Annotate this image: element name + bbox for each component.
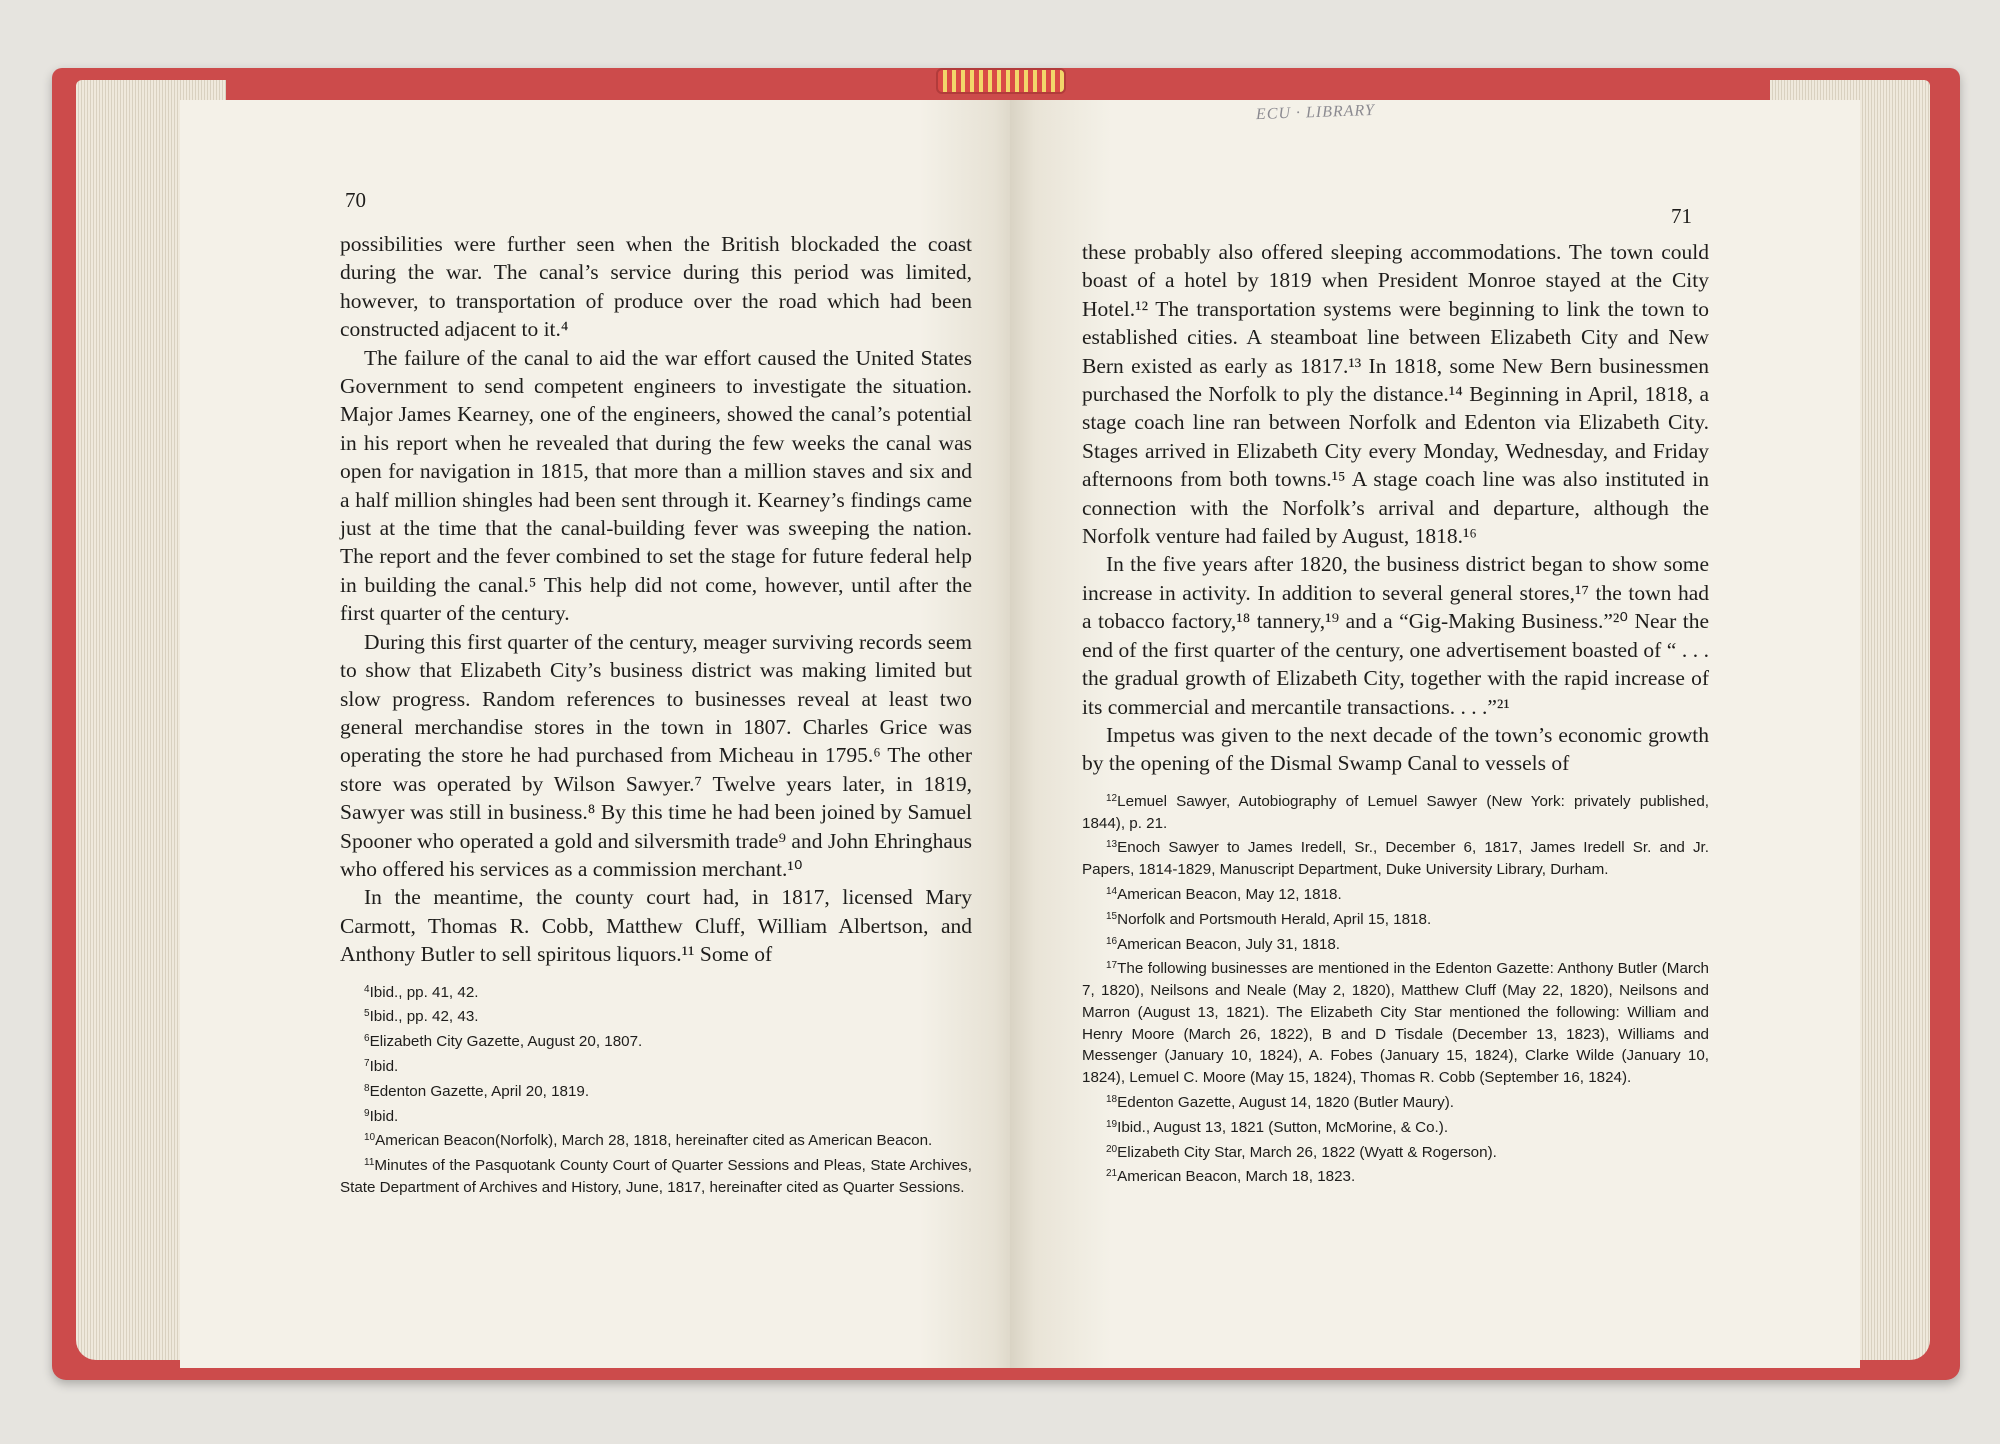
body-paragraph: During this first quarter of the century, meager surviving records seem to show that Elizabeth City’s business district was making limited but slow progress. Random references to businesses reveal at least two general merchandise stores in the town in 1807. Charles Grice was operating the store he had purchased from Micheau in 1795.⁶ The other store was operated by Wilson Sawyer.⁷ Twelve years later, in 1819, Sawyer was still in business.⁸ By this time he had been joined by Samuel Spooner who operated a gold and silversmith trade⁹ and John Ehringhaus who offered his services as a commission merchant.¹⁰ [340, 629, 972, 881]
right-body [1082, 238, 1709, 778]
footnote [340, 1152, 972, 1199]
footnote [340, 1127, 972, 1152]
footnote-number: 9 [364, 1107, 370, 1119]
footnote [1082, 834, 1709, 881]
left-page [180, 100, 1020, 1368]
body-paragraph: these probably also offered sleeping accommodations. The town could boast of a hotel by 1819 when President Monroe stayed at the City Hotel.¹² The transportation systems were beginning to link the town to established cities. A steamboat line between Elizabeth City and New Bern existed as early as 1817.¹³ In 1818, some New Bern businessmen purchased the Norfolk to ply the distance.¹⁴ Beginning in April, 1818, a stage coach line ran between Norfolk and Edenton via Elizabeth City. Stages arrived in Elizabeth City every Monday, Wednesday, and Friday afternoons from both towns.¹⁵ A stage coach line was also instituted in connection with the Norfolk’s arrival and departure, although the Norfolk venture had failed by August, 1818.¹⁶ [1082, 240, 1709, 549]
footnote-text: Ibid., pp. 41, 42. [369, 983, 479, 1001]
page-number-left: 70 [345, 188, 366, 212]
footnote [1082, 955, 1709, 1089]
footnote-number: 15 [1106, 910, 1118, 922]
footnote-number: 12 [1106, 792, 1118, 804]
footnote [1082, 881, 1709, 906]
footnote [340, 1028, 972, 1053]
footnote-number: 18 [1106, 1094, 1118, 1106]
body-paragraph: In the five years after 1820, the business district began to show some increase in activity. In addition to several general stores,¹⁷ the town had a tobacco factory,¹⁸ tannery,¹⁹ and a “Gig-Making Business.”²⁰ Near the end of the first quarter of the century, one advertisement boasted of “ . . . the gradual growth of Elizabeth City, together with the rapid increase of its commercial and mercantile transactions. . . .”²¹ [1082, 552, 1709, 719]
footnote [1082, 788, 1709, 835]
footnote [340, 1103, 972, 1128]
body-paragraph: The failure of the canal to aid the war effort caused the United States Government to send competent engineers to investigate the situation. Major James Kearney, one of the engineers, showed the canal’s potential in his report when he revealed that during the few weeks the canal was open for navigation in 1815, that more than a million staves and six and a half million shingles had been sent through it. Kearney’s findings came just at the time that the canal-building fever was sweeping the nation. The report and the fever combined to set the stage for future federal help in building the canal.⁵ This help did not come, however, until after the first quarter of the century. [340, 345, 972, 626]
footnote-number: 4 [364, 983, 370, 995]
footnote [1082, 906, 1709, 931]
footnote-number: 14 [1106, 885, 1118, 897]
footnote [1082, 1163, 1709, 1188]
footnote-number: 16 [1106, 935, 1118, 947]
footnote [340, 1053, 972, 1078]
body-paragraph: Impetus was given to the next decade of the town’s economic growth by the opening of the Dismal Swamp Canal to vessels of [1082, 722, 1709, 776]
footnote-text: Enoch Sawyer to James Iredell, Sr., December 6, 1817, James Iredell Sr. and Jr. Papers, 1814-1829, Manuscript Department, Duke University Library, Durham. [1082, 839, 1709, 879]
footnote-number: 21 [1106, 1168, 1118, 1180]
footnote-number: 13 [1106, 839, 1118, 851]
footnote [1082, 1139, 1709, 1164]
footnote [1082, 931, 1709, 956]
footnote [340, 1078, 972, 1103]
body-paragraph: In the meantime, the county court had, in 1817, licensed Mary Carmott, Thomas R. Cobb, Matthew Cluff, William Albertson, and Anthony Butler to sell spiritous liquors.¹¹ Some of [340, 885, 972, 967]
footnote-text: The following businesses are mentioned in the Edenton Gazette: Anthony Butler (March 7, 1820), Neilsons and Neale (May 2, 1820), Matthew Cluff (May 22, 1820), Neilsons and Marron (August 13, 1821). The Elizabeth City Star mentioned the following: William and Henry Moore (March 26, 1822), B and D Tisdale (December 13, 1823), Williams and Messenger (January 10, 1824), A. Fobes (January 15, 1824), Clarke Wilde (January 10, 1824), Lemuel C. Moore (May 15, 1824), Thomas R. Cobb (September 16, 1824). [1082, 960, 1709, 1087]
footnote [340, 1003, 972, 1028]
footnote-text: American Beacon(Norfolk), March 28, 1818, hereinafter cited as American Beacon. [375, 1132, 933, 1150]
left-body [340, 230, 972, 969]
right-footnotes [1082, 788, 1709, 1189]
footnote-number: 8 [364, 1082, 370, 1094]
footnote-text: Edenton Gazette, April 20, 1819. [369, 1082, 590, 1100]
footnote-number: 5 [364, 1008, 370, 1020]
library-stamp: ECU · LIBRARY [1255, 101, 1376, 124]
footnote-number: 17 [1106, 960, 1118, 972]
footnote-text: Ibid., pp. 42, 43. [369, 1008, 479, 1026]
footnote-number: 11 [364, 1157, 375, 1169]
right-page-text [1082, 238, 1709, 1188]
footnote [1082, 1089, 1709, 1114]
footnote-number: 6 [364, 1033, 370, 1045]
footnote-number: 20 [1106, 1143, 1118, 1155]
left-page-text [340, 230, 972, 1199]
body-paragraph: possibilities were further seen when the British blockaded the coast during the war. The canal’s service during this period was limited, however, to transportation of produce over the road which had been constructed adjacent to it.⁴ [340, 232, 972, 342]
footnote-text: Minutes of the Pasquotank County Court of Quarter Sessions and Pleas, State Archives, State Department of Archives and History, June, 1817, hereinafter cited as Quarter Sessions. [340, 1157, 972, 1196]
footnote [1082, 1114, 1709, 1139]
footnote-number: 7 [364, 1057, 370, 1069]
footnote-text: American Beacon, May 12, 1818. [1117, 885, 1342, 903]
footnote-text: Ibid. [369, 1057, 399, 1075]
footnote-number: 19 [1106, 1118, 1118, 1130]
footnote-text: Ibid., August 13, 1821 (Sutton, McMorine, & Co.). [1117, 1118, 1449, 1136]
footnote-text: Norfolk and Portsmouth Herald, April 15, 1818. [1117, 910, 1432, 928]
footnote-text: Ibid. [369, 1107, 399, 1125]
footnote [340, 979, 972, 1004]
footnote-text: Elizabeth City Star, March 26, 1822 (Wyatt & Rogerson). [1117, 1143, 1497, 1161]
footnote-text: Elizabeth City Gazette, August 20, 1807. [369, 1033, 643, 1051]
footnote-text: Edenton Gazette, August 14, 1820 (Butler Maury). [1117, 1094, 1454, 1112]
footnote-number: 10 [364, 1132, 376, 1144]
footnote-text: Lemuel Sawyer, Autobiography of Lemuel Sawyer (New York: privately published, 1844), p. 21. [1082, 792, 1709, 832]
page-number-right: 71 [1671, 204, 1692, 228]
footnote-text: American Beacon, March 18, 1823. [1117, 1168, 1356, 1186]
book-headband [936, 68, 1066, 94]
left-footnotes [340, 979, 972, 1199]
footnote-text: American Beacon, July 31, 1818. [1117, 935, 1341, 953]
right-page [1010, 100, 1860, 1368]
